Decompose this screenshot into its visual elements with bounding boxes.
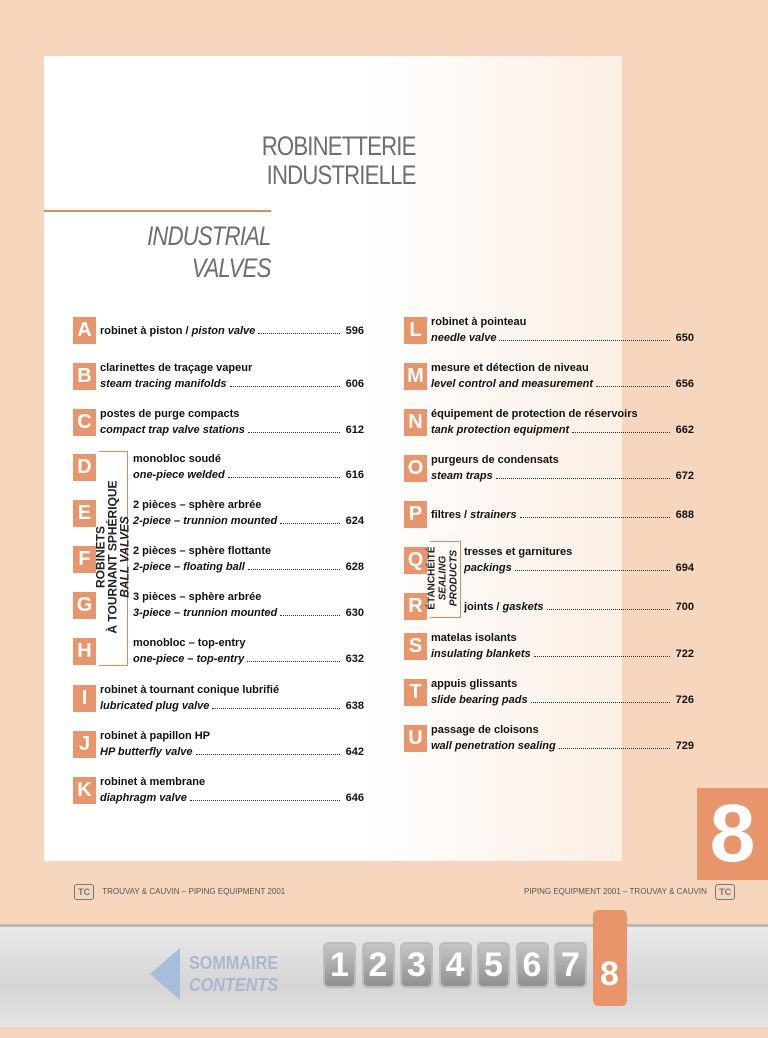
entry-french: clarinettes de traçage vapeur xyxy=(100,362,253,374)
leader-dots xyxy=(248,569,340,570)
entry-separator: / xyxy=(493,601,503,613)
section-letter-badge: B xyxy=(73,363,96,390)
leader-dots xyxy=(531,702,670,703)
entry-page-number: 656 xyxy=(675,378,694,390)
entry-page-number: 688 xyxy=(675,509,694,521)
entry-separator: / xyxy=(182,325,192,337)
entry-french: robinet à papillon HP xyxy=(100,730,211,742)
footer-right xyxy=(524,884,735,900)
index-entry-k[interactable] xyxy=(73,773,364,807)
leader-dots xyxy=(258,333,339,334)
entry-french: appuis glissants xyxy=(431,678,518,690)
leader-dots xyxy=(572,432,670,433)
index-entry-u[interactable] xyxy=(404,721,694,755)
entry-text xyxy=(431,722,694,754)
index-entry-s[interactable] xyxy=(404,629,694,663)
nav-section-7-button[interactable]: 7 xyxy=(554,942,587,988)
entry-page-number: 694 xyxy=(675,562,694,574)
entry-text xyxy=(100,682,364,714)
entry-french: 2 pièces – sphère flottante xyxy=(133,545,272,557)
nav-section-2-button[interactable]: 2 xyxy=(362,942,395,988)
leader-dots xyxy=(212,708,339,709)
index-entry-t[interactable] xyxy=(404,675,694,709)
leader-dots xyxy=(248,432,340,433)
leader-dots xyxy=(534,656,670,657)
entry-text xyxy=(431,676,694,708)
entry-page-number: 638 xyxy=(345,700,364,712)
entry-page-number: 722 xyxy=(675,648,694,660)
section-letter-badge: H xyxy=(73,638,96,665)
section-letter-badge: D xyxy=(73,454,96,481)
entry-text xyxy=(431,630,694,662)
entry-french: 2 pièces – sphère arbrée xyxy=(133,499,262,511)
section-letter-badge: E xyxy=(73,500,96,527)
section-letter-badge: J xyxy=(73,731,96,758)
entry-page-number: 642 xyxy=(345,746,364,758)
index-entry-a[interactable] xyxy=(73,313,364,347)
entry-french: joints xyxy=(464,601,494,613)
section-letter-badge: A xyxy=(73,317,96,344)
section-letter-badge: L xyxy=(404,317,427,344)
leader-dots xyxy=(499,340,669,341)
leader-dots xyxy=(520,517,670,518)
entry-english: needle valve xyxy=(431,332,497,344)
section-letter-badge: T xyxy=(404,679,427,706)
sealing-group-label xyxy=(427,541,465,616)
title-fr-line1: ROBINETTERIE xyxy=(262,131,416,161)
ball-group-line2: À TOURNANT SPHÉRIQUE xyxy=(105,480,120,634)
nav-section-4-button[interactable]: 4 xyxy=(439,942,472,988)
footer-left-text: TROUVAY & CAUVIN – PIPING EQUIPMENT 2001 xyxy=(102,887,286,897)
entry-english: 2-piece – trunnion mounted xyxy=(133,515,278,527)
leader-dots xyxy=(559,748,670,749)
section-letter-badge: N xyxy=(404,409,427,436)
entry-french: monobloc soudé xyxy=(133,453,221,465)
entry-page-number: 726 xyxy=(675,694,694,706)
ball-group-line1: ROBINETS xyxy=(93,526,108,589)
entry-french: monobloc – top-entry xyxy=(133,637,246,649)
index-entry-b[interactable] xyxy=(73,359,364,393)
entry-english: compact trap valve stations xyxy=(100,424,245,436)
sealing-group-line1: ÉTANCHÉITÉ xyxy=(426,546,438,610)
entry-text xyxy=(431,452,694,484)
entry-text xyxy=(100,774,364,806)
section-letter-badge: F xyxy=(73,546,96,573)
index-entry-m[interactable] xyxy=(404,359,694,393)
entry-french: robinet à membrane xyxy=(100,776,206,788)
entry-text xyxy=(431,507,694,523)
index-entry-p[interactable] xyxy=(404,497,694,531)
entry-text xyxy=(100,323,364,339)
footer-right-text: PIPING EQUIPMENT 2001 – TROUVAY & CAUVIN xyxy=(524,887,707,897)
tc-logo-icon: TC xyxy=(715,884,735,900)
entry-french: passage de cloisons xyxy=(431,724,539,736)
entry-english: insulating blankets xyxy=(431,648,531,660)
entry-text xyxy=(431,406,694,438)
entry-english: one-piece welded xyxy=(133,469,225,481)
leader-dots xyxy=(196,754,340,755)
entry-english: tank protection equipment xyxy=(431,424,570,436)
entry-english: packings xyxy=(464,562,512,574)
entry-page-number: 672 xyxy=(675,470,694,482)
entry-text xyxy=(133,589,364,621)
entry-text xyxy=(133,543,364,575)
entry-page-number: 612 xyxy=(345,424,364,436)
contents-link[interactable] xyxy=(189,952,278,996)
title-en-line2: VALVES xyxy=(192,253,271,283)
section-letter-badge: I xyxy=(73,685,96,712)
entry-english: 2-piece – floating ball xyxy=(133,561,245,573)
tc-logo-icon: TC xyxy=(74,884,94,900)
entry-french: filtres xyxy=(431,509,461,521)
entry-french: 3 pièces – sphère arbrée xyxy=(133,591,262,603)
entry-page-number: 628 xyxy=(345,561,364,573)
leader-dots xyxy=(190,800,340,801)
entry-page-number: 624 xyxy=(345,515,364,527)
entry-french: matelas isolants xyxy=(431,632,517,644)
index-entry-j[interactable] xyxy=(73,727,364,761)
entry-text xyxy=(464,544,694,576)
entry-french: tresses et garnitures xyxy=(464,546,573,558)
section-letter-badge: K xyxy=(73,777,96,804)
entry-english: diaphragm valve xyxy=(100,792,187,804)
leader-dots xyxy=(247,661,339,662)
section-letter-badge: R xyxy=(404,593,427,620)
section-letter-badge: O xyxy=(404,455,427,482)
back-arrow-icon[interactable] xyxy=(150,948,180,1000)
entry-page-number: 616 xyxy=(345,469,364,481)
entry-english: one-piece – top-entry xyxy=(133,653,245,665)
sommaire-label: SOMMAIRE xyxy=(189,953,279,973)
section-letter-badge: Q xyxy=(404,547,427,574)
ball-group-line3: BALL VALVES xyxy=(117,516,132,598)
entry-french: équipement de protection de réservoirs xyxy=(431,408,638,420)
entry-text xyxy=(133,451,364,483)
title-en-line1: INDUSTRIAL xyxy=(147,221,271,251)
entry-english: 3-piece – trunnion mounted xyxy=(133,607,278,619)
entry-french: mesure et détection de niveau xyxy=(431,362,589,374)
entry-page-number: 632 xyxy=(345,653,364,665)
entry-text xyxy=(100,360,364,392)
entry-text xyxy=(431,314,694,346)
title-fr-line2: INDUSTRIELLE xyxy=(267,160,416,190)
entry-separator: / xyxy=(460,509,471,521)
leader-dots xyxy=(230,386,340,387)
leader-dots xyxy=(228,477,340,478)
leader-dots xyxy=(547,609,670,610)
section-letter-badge: C xyxy=(73,409,96,436)
section-number-tab: 8 xyxy=(697,788,768,880)
entry-english: steam tracing manifolds xyxy=(100,378,227,390)
index-entry-n[interactable] xyxy=(404,405,694,439)
index-entry-i[interactable] xyxy=(73,681,364,715)
index-entry-l[interactable] xyxy=(404,313,694,347)
entry-page-number: 630 xyxy=(345,607,364,619)
section-letter-badge: S xyxy=(404,633,427,660)
entry-french: robinet à piston xyxy=(100,325,183,337)
entry-text xyxy=(133,497,364,529)
entry-page-number: 646 xyxy=(345,792,364,804)
sealing-group-line2: SEALING xyxy=(437,555,449,601)
entry-page-number: 700 xyxy=(675,601,694,613)
footer-left xyxy=(74,884,285,900)
leader-dots xyxy=(280,615,339,616)
leader-dots xyxy=(596,386,670,387)
contents-label: CONTENTS xyxy=(189,975,279,995)
entry-text xyxy=(431,360,694,392)
title-divider xyxy=(44,210,271,212)
entry-french: postes de purge compacts xyxy=(100,408,240,420)
entry-page-number: 606 xyxy=(345,378,364,390)
entry-english: slide bearing pads xyxy=(431,694,528,706)
entry-text xyxy=(133,635,364,667)
ball-valves-group-label xyxy=(95,451,133,664)
leader-dots xyxy=(280,523,339,524)
nav-section-3-button[interactable]: 3 xyxy=(400,942,433,988)
sealing-group-line3: PRODUCTS xyxy=(448,549,460,607)
section-letter-badge: U xyxy=(404,725,427,752)
entry-french: robinet à tournant conique lubrifié xyxy=(100,684,280,696)
title-english xyxy=(148,220,271,284)
entry-page-number: 729 xyxy=(675,740,694,752)
entry-english: level control and measurement xyxy=(431,378,593,390)
entry-english: HP butterfly valve xyxy=(100,746,193,758)
entry-english: strainers xyxy=(470,509,517,521)
nav-section-6-button[interactable]: 6 xyxy=(516,942,549,988)
section-letter-badge: P xyxy=(404,501,427,528)
entry-text xyxy=(100,406,364,438)
section-letter-badge: M xyxy=(404,363,427,390)
entry-english: steam traps xyxy=(431,470,493,482)
entry-french: purgeurs de condensats xyxy=(431,454,559,466)
leader-dots xyxy=(515,570,670,571)
entry-french: robinet à pointeau xyxy=(431,316,527,328)
entry-text xyxy=(464,599,694,615)
nav-section-8-button[interactable]: 8 xyxy=(593,910,627,1006)
entry-text xyxy=(100,728,364,760)
leader-dots xyxy=(496,478,670,479)
index-entry-o[interactable] xyxy=(404,451,694,485)
entry-page-number: 650 xyxy=(675,332,694,344)
entry-page-number: 596 xyxy=(345,325,364,337)
entry-page-number: 662 xyxy=(675,424,694,436)
title-french xyxy=(262,132,416,190)
entry-english: gaskets xyxy=(502,601,544,613)
entry-english: piston valve xyxy=(191,325,256,337)
entry-english: lubricated plug valve xyxy=(100,700,210,712)
index-entry-c[interactable] xyxy=(73,405,364,439)
section-letter-badge: G xyxy=(73,592,96,619)
entry-english: wall penetration sealing xyxy=(431,740,556,752)
nav-section-1-button[interactable]: 1 xyxy=(323,942,356,988)
nav-section-5-button[interactable]: 5 xyxy=(477,942,510,988)
